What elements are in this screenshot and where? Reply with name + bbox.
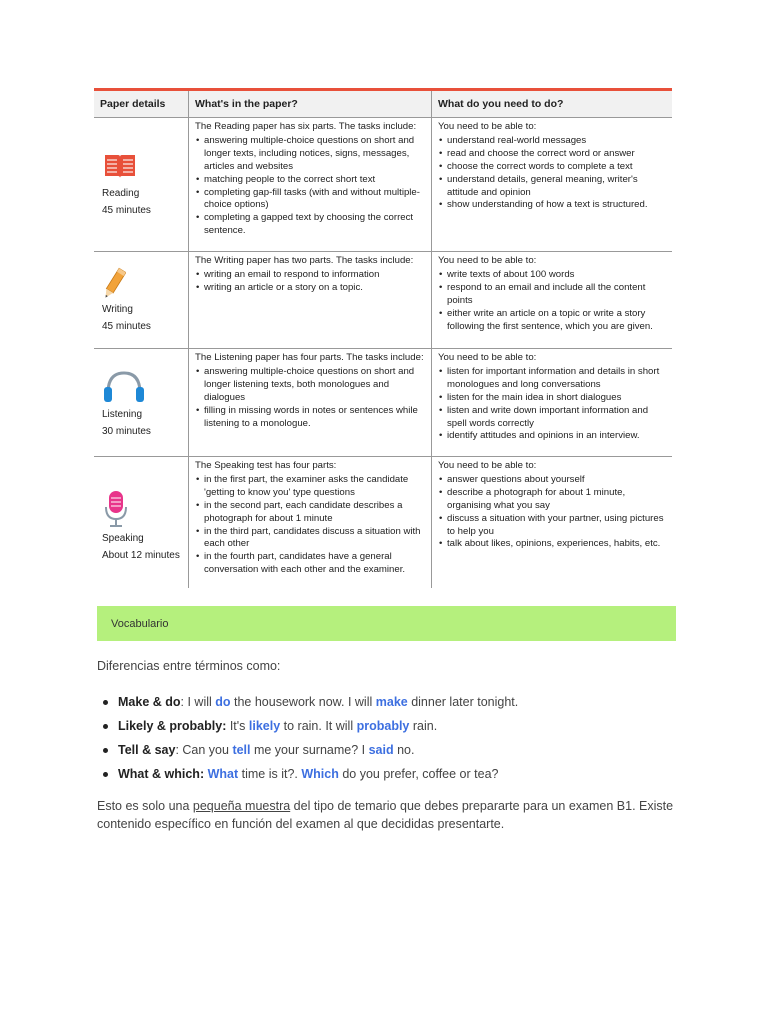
list-item: • in the fourth part, candidates have a general conversation with each other and the examiner.	[195, 551, 427, 577]
list-item: • choose the correct words to complete a text	[438, 161, 668, 174]
table-row-speaking	[94, 457, 672, 588]
highlighted-word: do	[215, 695, 231, 709]
header-paper-details: Paper details	[100, 98, 166, 110]
exam-table	[94, 88, 672, 588]
list-item: • identify attitudes and opinions in an interview.	[438, 430, 668, 443]
list-item: • understand real-world messages	[438, 135, 668, 148]
list-item: • respond to an email and include all the content points	[438, 282, 668, 308]
list-item: • answering multiple-choice questions on short and longer texts, including notices, signs, messages, articles and websites	[195, 135, 427, 174]
list-item: • show understanding of how a text is structured.	[438, 199, 668, 212]
paper-intro: The Listening paper has four parts. The tasks include:	[195, 352, 424, 363]
differences-intro: Diferencias entre términos como:	[97, 659, 281, 673]
list-item: • describe a photograph for about 1 minute, organising what you say	[438, 487, 668, 513]
need-intro: You need to be able to:	[438, 255, 537, 266]
skill-name: Reading	[102, 188, 140, 199]
table-header	[94, 91, 672, 118]
microphone-icon	[102, 489, 130, 529]
term: Tell & say	[118, 743, 176, 757]
list-item: • writing an article or a story on a topic.	[195, 282, 427, 295]
skill-name: Writing	[102, 304, 133, 315]
table-row-writing	[94, 252, 672, 349]
list-item: • talk about likes, opinions, experiences, habits, etc.	[438, 538, 668, 551]
pencil-icon	[102, 266, 126, 302]
paper-intro: The Reading paper has six parts. The tasks include:	[195, 121, 417, 132]
skill-duration: About 12 minutes	[102, 550, 180, 561]
paper-intro: The Writing paper has two parts. The tasks include:	[195, 255, 414, 266]
list-item: • answering multiple-choice questions on short and longer listening texts, both monologues and dialogues	[195, 366, 427, 405]
sample-link[interactable]: pequeña muestra	[192, 799, 291, 813]
skill-duration: 30 minutes	[102, 426, 151, 437]
paper-intro: The Speaking test has four parts:	[195, 460, 337, 471]
need-intro: You need to be able to:	[438, 352, 537, 363]
list-item: • listen for the main idea in short dialogues	[438, 392, 668, 405]
list-item: • read and choose the correct word or answer	[438, 148, 668, 161]
skill-duration: 45 minutes	[102, 321, 151, 332]
list-item: • matching people to the correct short text	[195, 174, 427, 187]
term: Make & do	[118, 695, 181, 709]
list-item: • either write an article on a topic or write a story following the first sentence, which you are given.	[438, 308, 668, 334]
list-item: Likely & probably: It's likely to rain. It will probably rain.	[97, 718, 697, 742]
list-item: Make & do: I will do the housework now. I will make dinner later tonight.	[97, 694, 697, 718]
highlighted-word: make	[375, 695, 408, 709]
table-row-reading	[94, 118, 672, 252]
list-item: • discuss a situation with your partner, using pictures to help you	[438, 513, 668, 539]
list-item: • filling in missing words in notes or sentences while listening to a monologue.	[195, 405, 427, 431]
header-what-to-do: What do you need to do?	[431, 91, 672, 117]
list-item: • completing a gapped text by choosing the correct sentence.	[195, 212, 427, 238]
vocabulary-label: Vocabulario	[111, 617, 169, 630]
highlighted-word: Which	[301, 767, 339, 781]
list-item: • answer questions about yourself	[438, 474, 668, 487]
need-intro: You need to be able to:	[438, 460, 537, 471]
need-intro: You need to be able to:	[438, 121, 537, 132]
term: What & which:	[118, 767, 205, 781]
list-item: • in the second part, each candidate describes a photograph for about 1 minute	[195, 500, 427, 526]
book-icon	[103, 152, 137, 180]
vocabulary-banner	[97, 606, 676, 641]
examples-list	[97, 694, 697, 790]
list-item: • listen for important information and details in short monologues and long conversations	[438, 366, 668, 392]
headphones-icon	[102, 367, 146, 405]
skill-duration: 45 minutes	[102, 205, 151, 216]
list-item: • understand details, general meaning, writer's attitude and opinion	[438, 174, 668, 200]
list-item: • completing gap-fill tasks (with and without multiple-choice options)	[195, 187, 427, 213]
list-item: • listen and write down important information and spell words correctly	[438, 405, 668, 431]
table-row-listening	[94, 349, 672, 457]
header-whats-in-paper: What's in the paper?	[188, 91, 431, 117]
list-item: • writing an email to respond to information	[195, 269, 427, 282]
footer-paragraph: Esto es solo una pequeña muestra del tipo de temario que debes prepararte para un examen B1. Existe contenido específico en función del examen al que decididas presentarte.	[97, 799, 674, 831]
list-item: Tell & say: Can you tell me your surname? I said no.	[97, 742, 697, 766]
skill-name: Speaking	[102, 533, 144, 544]
list-item: • in the first part, the examiner asks the candidate 'getting to know you' type questions	[195, 474, 427, 500]
term: Likely & probably:	[118, 719, 227, 733]
highlighted-word: likely	[248, 719, 281, 733]
list-item: • write texts of about 100 words	[438, 269, 668, 282]
skill-name: Listening	[102, 409, 143, 420]
list-item: • in the third part, candidates discuss a situation with each other	[195, 526, 427, 552]
highlighted-word: said	[368, 743, 394, 757]
highlighted-word: What	[207, 767, 239, 781]
highlighted-word: tell	[232, 743, 251, 757]
highlighted-word: probably	[356, 719, 410, 733]
list-item: What & which: What time is it?. Which do you prefer, coffee or tea?	[97, 766, 697, 790]
